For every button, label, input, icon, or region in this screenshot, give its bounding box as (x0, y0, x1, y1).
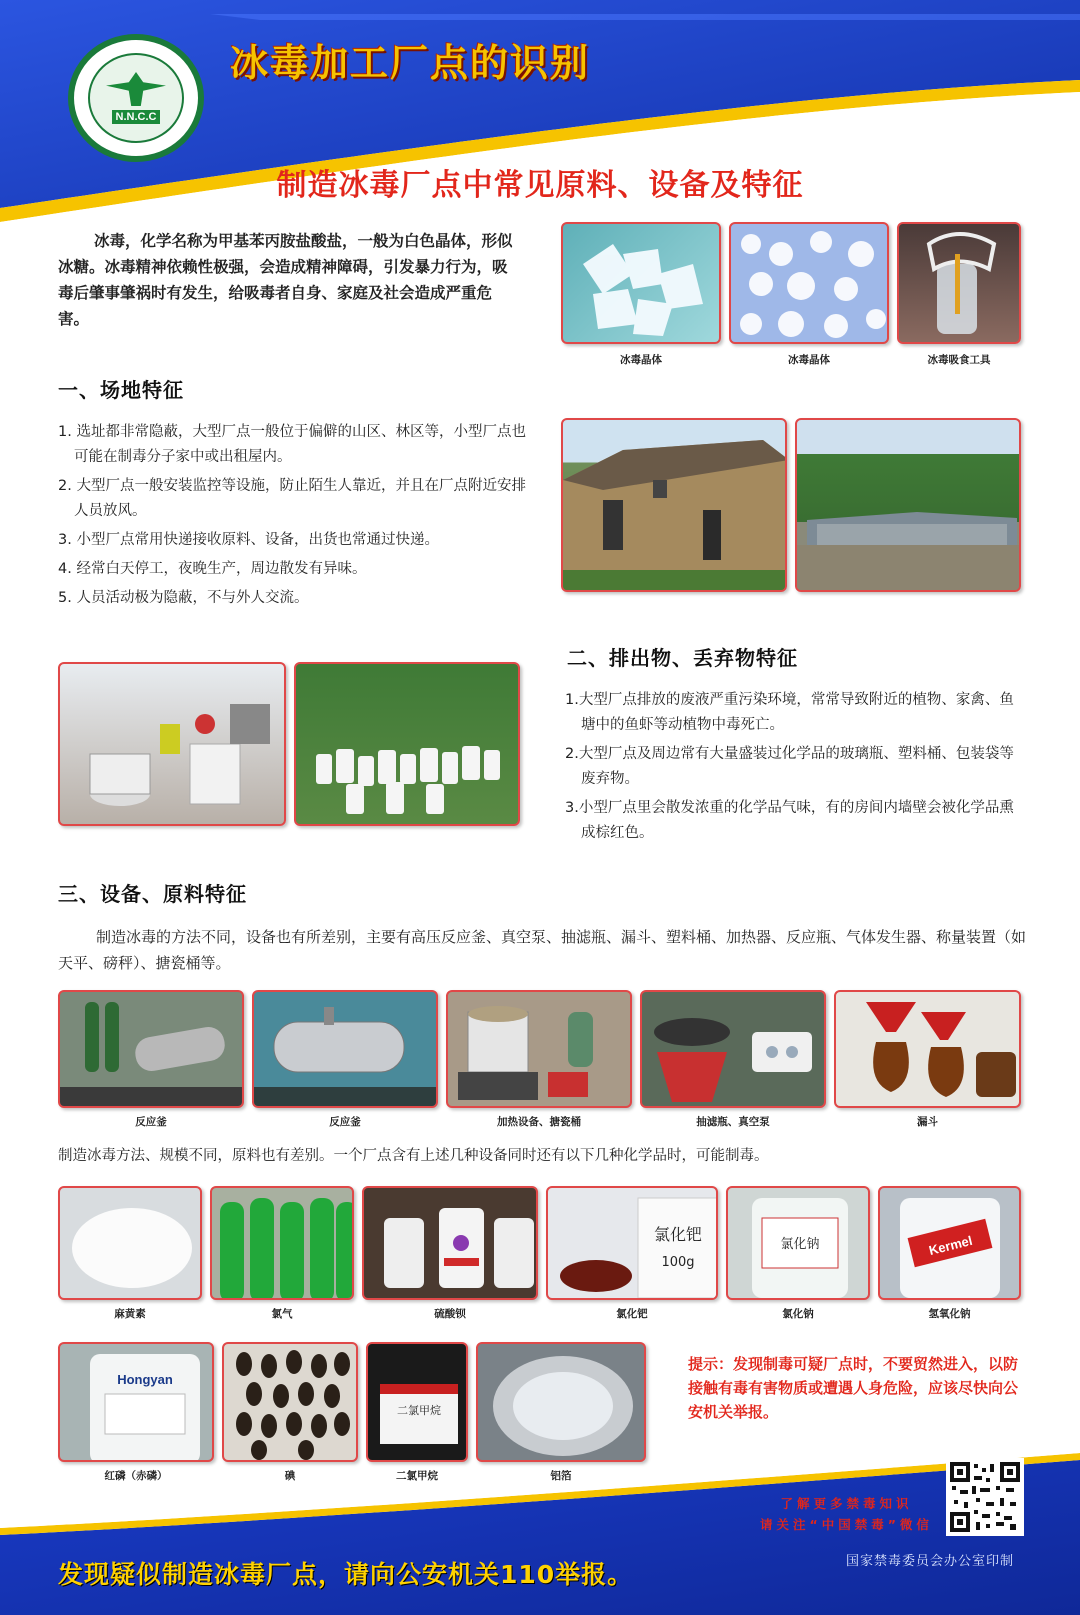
brand-kermel: Kermel (927, 1232, 974, 1259)
caption-chem-6: 氢氧化钠 (928, 1308, 971, 1320)
caption-top-2: 冰毒晶体 (788, 354, 830, 366)
caption-equipment-5: 漏斗 (917, 1116, 938, 1128)
bottle-label-palladium: 氯化钯 (653, 1225, 703, 1244)
section3-title: 三、设备、原料特征 (58, 882, 247, 906)
caption-equipment-1: 反应釜 (135, 1116, 167, 1128)
caption-chem-5: 氯化钠 (782, 1308, 814, 1320)
wechat-promo (760, 1493, 933, 1535)
wechat-line1: 了解更多禁毒知识 (780, 1496, 913, 1511)
caption-top-1: 冰毒晶体 (620, 354, 662, 366)
brand-hongyan: Hongyan (117, 1372, 173, 1387)
eagle-emblem-icon (106, 72, 166, 106)
caption-chem-4: 氯化钯 (616, 1308, 648, 1320)
caption-equipment-2: 反应釜 (329, 1116, 361, 1128)
list-item: 2.大型厂点及周边常有大量盛装过化学品的玻璃瓶、塑料桶、包装袋等废弃物。 (565, 746, 1014, 787)
intro-paragraph: 冰毒，化学名称为甲基苯丙胺盐酸盐，一般为白色晶体，形似冰糖。冰毒精神依赖性极强，会造成精神障碍，引发暴力行为，吸毒后肇事肇祸时有发生，给吸毒者自身、家庭及社会造成严重危害。 (58, 232, 513, 328)
photo-palladium-chloride (546, 1186, 718, 1300)
photo-smoking-tool (897, 222, 1021, 344)
photo-ice-crystal-2 (729, 222, 889, 344)
caption-top-3: 冰毒吸食工具 (927, 354, 991, 366)
section1-title: 一、场地特征 (58, 378, 184, 402)
section3-intro: 制造冰毒的方法不同，设备也有所差别，主要有高压反应釜、真空泵、抽滤瓶、漏斗、塑料桶、加热器、反应瓶、气体发生器、称量装置（如天平、磅秤）、搪瓷桶等。 (58, 928, 1027, 972)
photo-sodium-chloride (726, 1186, 870, 1300)
bottle-label-dcm: 二氯甲烷 (397, 1404, 441, 1417)
caption-equipment-3: 加热设备、搪瓷桶 (497, 1116, 581, 1128)
photo-small-lab (58, 662, 286, 826)
photo-discarded-bottles (294, 662, 520, 826)
caption-chem-1: 麻黄素 (114, 1308, 146, 1320)
photo-ephedrine (58, 1186, 202, 1300)
list-item: 4. 经常白天停工，夜晚生产，周边散发有异味。 (58, 561, 367, 577)
section2-title: 二、排出物、丢弃物特征 (567, 646, 798, 670)
photo-filter-flask-pump (640, 990, 826, 1108)
caption-chem-8: 碘 (284, 1470, 296, 1482)
footer-slogan: 发现疑似制造冰毒厂点，请向公安机关110举报。 (58, 1560, 634, 1589)
chemicals-note: 制造冰毒方法、规模不同，原料也有差别。一个厂点含有上述几种设备同时还有以下几种化学品时，可能制毒。 (58, 1148, 769, 1164)
commission-logo (68, 34, 204, 162)
page-subtitle: 制造冰毒厂点中常见原料、设备及特征 (276, 168, 804, 203)
caption-chem-3: 硫酸钡 (434, 1308, 466, 1320)
photo-barium-sulfate (362, 1186, 538, 1300)
photo-rural-house-1 (561, 418, 787, 592)
list-item: 3.小型厂点里会散发浓重的化学品气味，有的房间内墙壁会被化学品熏成棕红色。 (565, 800, 1014, 841)
photo-reactor-1 (58, 990, 244, 1108)
bottle-label-nacl: 氯化钠 (780, 1237, 820, 1252)
photo-rural-house-2 (795, 418, 1021, 592)
list-item: 3. 小型厂点常用快递接收原料、设备，出货也常通过快递。 (58, 532, 439, 548)
list-item: 1.大型厂点排放的废液严重污染环境，常常导致附近的植物、家禽、鱼塘中的鱼虾等动植物中毒死亡。 (565, 692, 1014, 733)
list-item: 2. 大型厂点一般安装监控等设施，防止陌生人靠近，并且在厂点附近安排人员放风。 (58, 478, 526, 519)
bottle-label-quantity: 100g (661, 1255, 695, 1270)
caption-chem-2: 氯气 (271, 1308, 293, 1320)
qr-code[interactable] (946, 1458, 1024, 1536)
photo-sodium-hydroxide (878, 1186, 1021, 1300)
printer-credit: 国家禁毒委员会办公室印制 (846, 1554, 1015, 1569)
caption-equipment-4: 抽滤瓶、真空泵 (696, 1116, 770, 1128)
photo-reactor-2 (252, 990, 438, 1108)
photo-chlorine-cylinders (210, 1186, 354, 1300)
photo-heater-enamel (446, 990, 632, 1108)
list-item: 1. 选址都非常隐蔽，大型厂点一般位于偏僻的山区、林区等，小型厂点也可能在制毒分子家中或出租屋内。 (58, 424, 526, 465)
photo-ice-crystal-1 (561, 222, 721, 344)
page-title: 冰毒加工厂点的识别 (230, 40, 591, 85)
section2-list (565, 688, 1027, 846)
caption-chem-7: 红磷（赤磷） (104, 1470, 168, 1482)
wechat-line2: 请关注“中国禁毒”微信 (760, 1517, 933, 1532)
photo-funnel (834, 990, 1021, 1108)
section1-list (58, 420, 526, 611)
caption-chem-10: 铝箔 (550, 1470, 572, 1482)
list-item: 5. 人员活动极为隐蔽，不与外人交流。 (58, 590, 309, 606)
caption-chem-9: 二氯甲烷 (396, 1470, 438, 1482)
warning-hint: 提示：发现制毒可疑厂点时，不要贸然进入，以防接触有毒有害物质或遭遇人身危险，应该尽快向公安机关举报。 (688, 1355, 1019, 1421)
logo-abbreviation: N.N.C.C (112, 110, 161, 124)
